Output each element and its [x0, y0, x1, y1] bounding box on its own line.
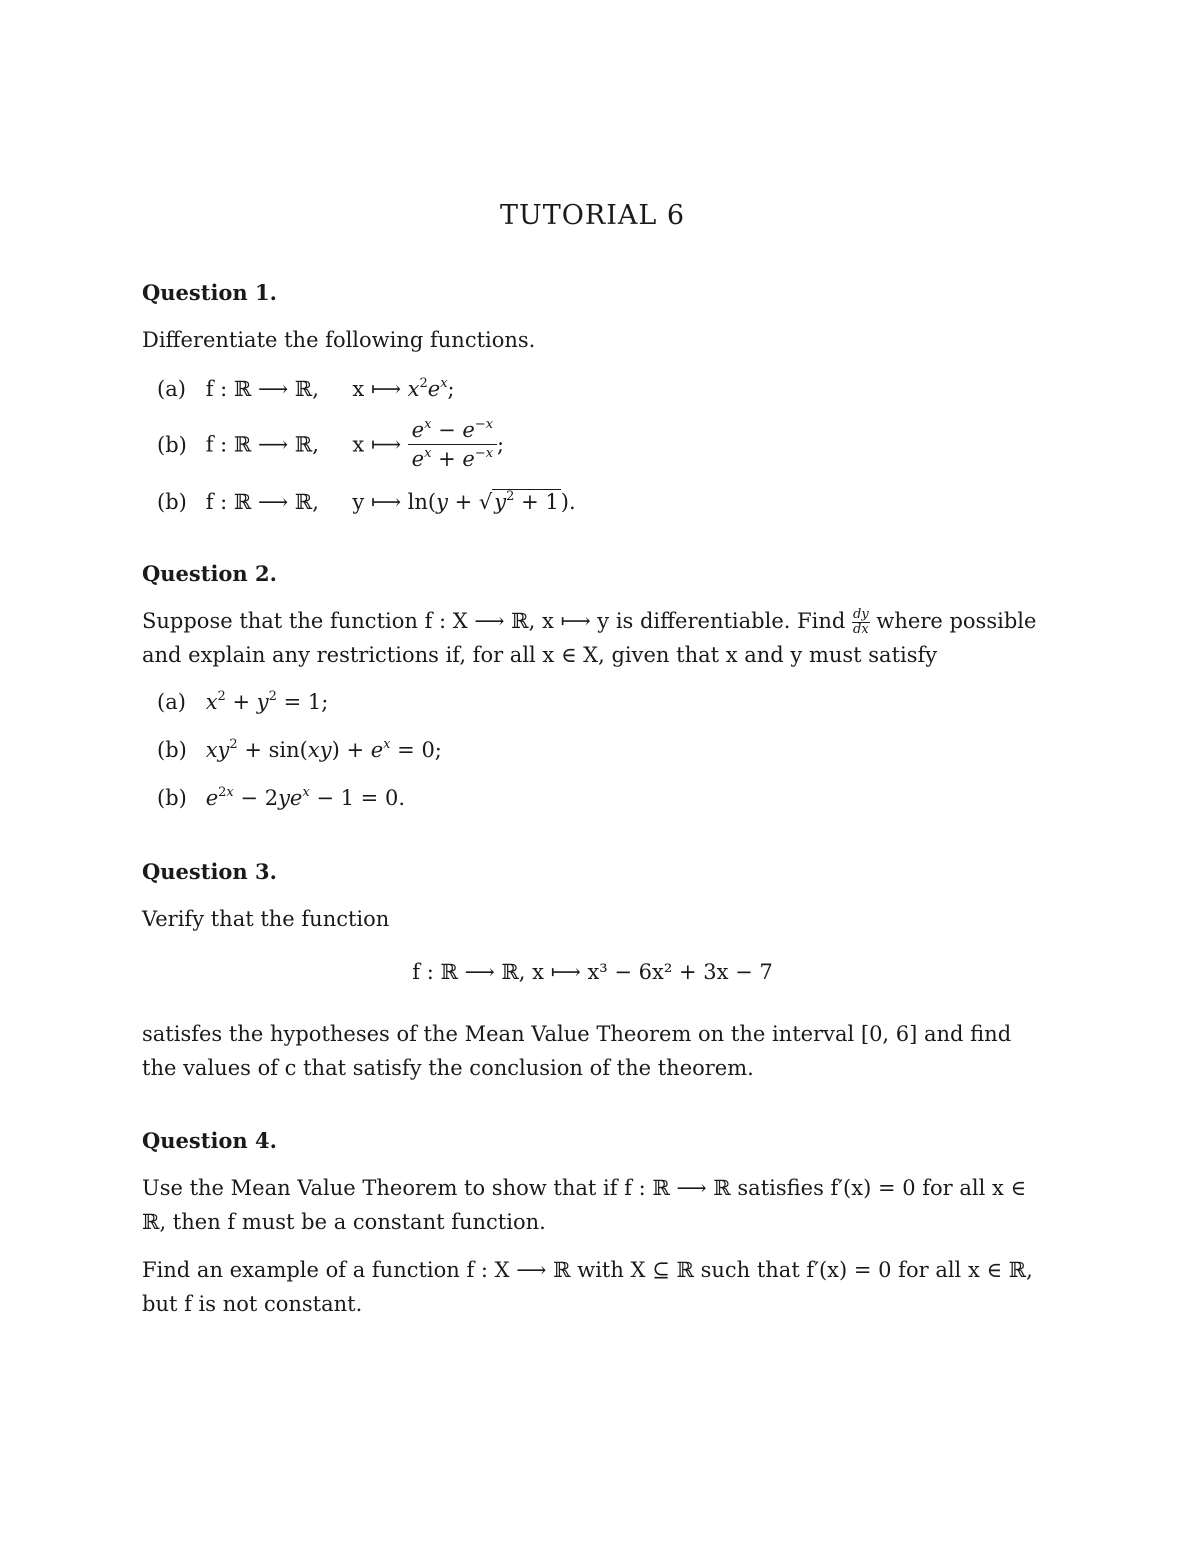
question-2-item-c: [157, 786, 405, 810]
item-label: (a): [157, 377, 186, 401]
item-label: (b): [157, 490, 187, 514]
item-label: (b): [157, 432, 187, 457]
function-expression: $x^2e^x$;: [407, 376, 455, 401]
question-2-item-a: [157, 690, 328, 714]
question-3-text: satisfes the hypotheses of the Mean Value Theorem on the interval [0, 6] and find the values of c that satisfy the conclusion of the theorem.: [142, 1022, 1012, 1080]
question-1-item-a: [157, 377, 455, 401]
item-label: (b): [157, 786, 187, 810]
question-3-formula: f : ℝ ⟶ ℝ, x ⟼ x³ − 6x² + 3x − 7: [412, 960, 773, 984]
item-label: (a): [157, 690, 186, 714]
question-1-heading: Question 1.: [142, 280, 277, 305]
question-2-heading: Question 2.: [142, 561, 277, 586]
function-variable: x ⟼: [352, 432, 401, 457]
question-2-text-part-2: where possible and explain any restrictions if, for all x ∈ X, given that x and y must satisfy: [142, 609, 1037, 667]
function-variable: x ⟼: [352, 377, 401, 401]
question-2-text-part-1: Suppose that the function f : X ⟶ ℝ, x ⟼ y is differentiable. Find: [142, 609, 846, 633]
function-expression: $\frac{e^x - e^{-x}}{e^x + e^{-x}}$: [408, 418, 497, 471]
equation: $xy^2 + \sin(xy) + e^x = 0$;: [205, 737, 442, 762]
question-1-intro: Differentiate the following functions.: [142, 328, 536, 352]
question-4-paragraph-1: Use the Mean Value Theorem to show that if f : ℝ ⟶ ℝ satisfies f′(x) = 0 for all x ∈ ℝ, then f must be a constant function.: [142, 1176, 1027, 1234]
equation: $x^2 + y^2 = 1$;: [205, 689, 329, 714]
question-3-intro: Verify that the function: [142, 907, 390, 931]
question-3-heading: Question 3.: [142, 859, 277, 884]
question-1-item-c: [157, 490, 576, 514]
question-1-item-b: (b) f : ℝ ⟶ ℝ, x ⟼ $\frac{e^x - e^{-x}}{e^x + e^{-x}}$ ;: [157, 417, 505, 471]
function-map: f : ℝ ⟶ ℝ,: [205, 432, 319, 457]
derivative-dy-dx: $\frac{dy}{dx}$: [853, 607, 869, 637]
page-title: TUTORIAL 6: [499, 200, 686, 231]
function-variable: y ⟼: [352, 490, 401, 514]
function-map: f : ℝ ⟶ ℝ,: [205, 377, 319, 401]
question-4-paragraph-2: Find an example of a function f : X ⟶ ℝ with X ⊆ ℝ such that f′(x) = 0 for all x ∈ ℝ, but f is not constant.: [142, 1258, 1033, 1316]
question-2-item-b: [157, 738, 442, 762]
question-4-heading: Question 4.: [142, 1128, 277, 1153]
function-map: f : ℝ ⟶ ℝ,: [205, 490, 319, 514]
equation: $e^{2x} - 2ye^x - 1 = 0$.: [205, 785, 405, 810]
function-expression: $\ln(y + √y^2 + 1)$.: [407, 489, 576, 514]
item-label: (b): [157, 738, 187, 762]
question-2-text: [142, 604, 1047, 672]
